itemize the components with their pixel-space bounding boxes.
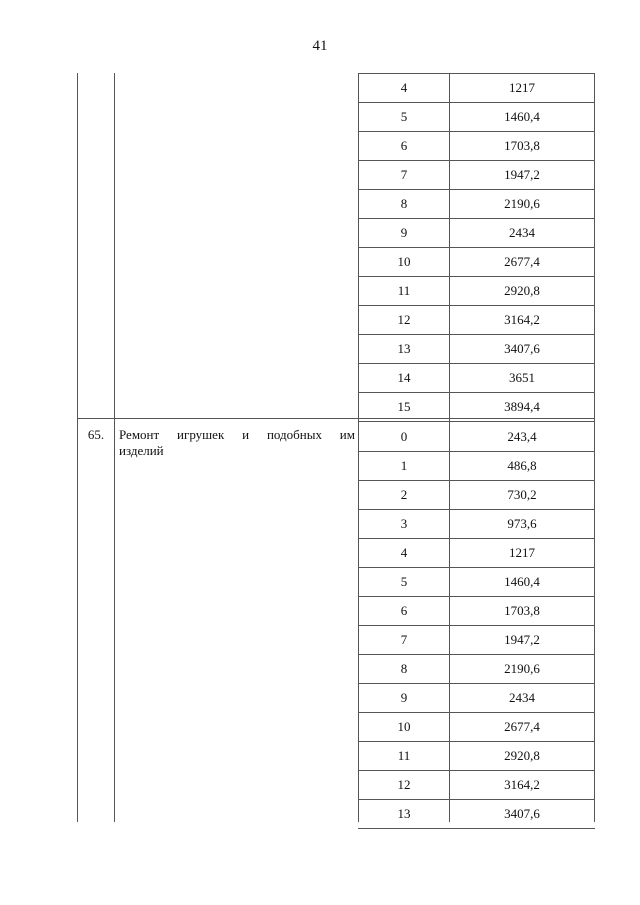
row-value: 1947,2 bbox=[504, 167, 540, 182]
row-number: 5 bbox=[400, 109, 408, 124]
row-number: 4 bbox=[400, 80, 408, 95]
row-number: 0 bbox=[400, 429, 408, 444]
row-number: 9 bbox=[400, 225, 408, 240]
row-number: 8 bbox=[400, 196, 408, 211]
row-value: 2920,8 bbox=[504, 283, 540, 298]
row-number: 13 bbox=[397, 806, 411, 821]
row-number: 15 bbox=[397, 399, 411, 414]
row-value: 2434 bbox=[509, 690, 535, 705]
row-value: 730,2 bbox=[507, 487, 537, 502]
row-value: 1703,8 bbox=[504, 603, 540, 618]
row-value: 3407,6 bbox=[504, 806, 540, 821]
item-name-line2: изделий bbox=[119, 443, 164, 458]
row-value: 2677,4 bbox=[504, 254, 540, 269]
table-col2-border bbox=[114, 73, 115, 822]
row-number: 9 bbox=[400, 690, 408, 705]
table-left-border bbox=[77, 73, 78, 822]
page-number: 41 bbox=[312, 38, 328, 54]
row-number: 12 bbox=[397, 312, 411, 327]
table-right-border bbox=[594, 73, 595, 822]
row-value: 1703,8 bbox=[504, 138, 540, 153]
row-value: 3164,2 bbox=[504, 312, 540, 327]
row-value: 2190,6 bbox=[504, 196, 540, 211]
row-number: 2 bbox=[400, 487, 408, 502]
row-number: 7 bbox=[400, 167, 408, 182]
row-value: 973,6 bbox=[507, 516, 537, 531]
row-number: 6 bbox=[400, 138, 408, 153]
row-number: 11 bbox=[397, 748, 411, 763]
row-value: 3651 bbox=[509, 370, 535, 385]
row-value: 243,4 bbox=[507, 429, 537, 444]
row-value: 2677,4 bbox=[504, 719, 540, 734]
item-name bbox=[119, 427, 355, 459]
row-value: 2190,6 bbox=[504, 661, 540, 676]
row-value: 486,8 bbox=[507, 458, 537, 473]
row-number: 14 bbox=[397, 370, 411, 385]
row-value: 1947,2 bbox=[504, 632, 540, 647]
row-number: 12 bbox=[397, 777, 411, 792]
item-number: 65. bbox=[87, 427, 105, 442]
row-divider bbox=[358, 828, 595, 829]
row-number: 7 bbox=[400, 632, 408, 647]
row-value: 1217 bbox=[509, 80, 535, 95]
item-name-line1: Ремонт игрушек и подобных им bbox=[119, 427, 355, 442]
row-value: 3164,2 bbox=[504, 777, 540, 792]
row-value: 2920,8 bbox=[504, 748, 540, 763]
row-number: 1 bbox=[400, 458, 408, 473]
row-number: 13 bbox=[397, 341, 411, 356]
row-value: 3407,6 bbox=[504, 341, 540, 356]
row-number: 11 bbox=[397, 283, 411, 298]
row-number: 4 bbox=[400, 545, 408, 560]
row-number: 5 bbox=[400, 574, 408, 589]
row-value: 2434 bbox=[509, 225, 535, 240]
row-value: 1217 bbox=[509, 545, 535, 560]
row-number: 6 bbox=[400, 603, 408, 618]
row-value: 3894,4 bbox=[504, 399, 540, 414]
row-number: 8 bbox=[400, 661, 408, 676]
row-value: 1460,4 bbox=[504, 109, 540, 124]
row-value: 1460,4 bbox=[504, 574, 540, 589]
row-number: 10 bbox=[397, 254, 411, 269]
row-number: 3 bbox=[400, 516, 408, 531]
row-number: 10 bbox=[397, 719, 411, 734]
